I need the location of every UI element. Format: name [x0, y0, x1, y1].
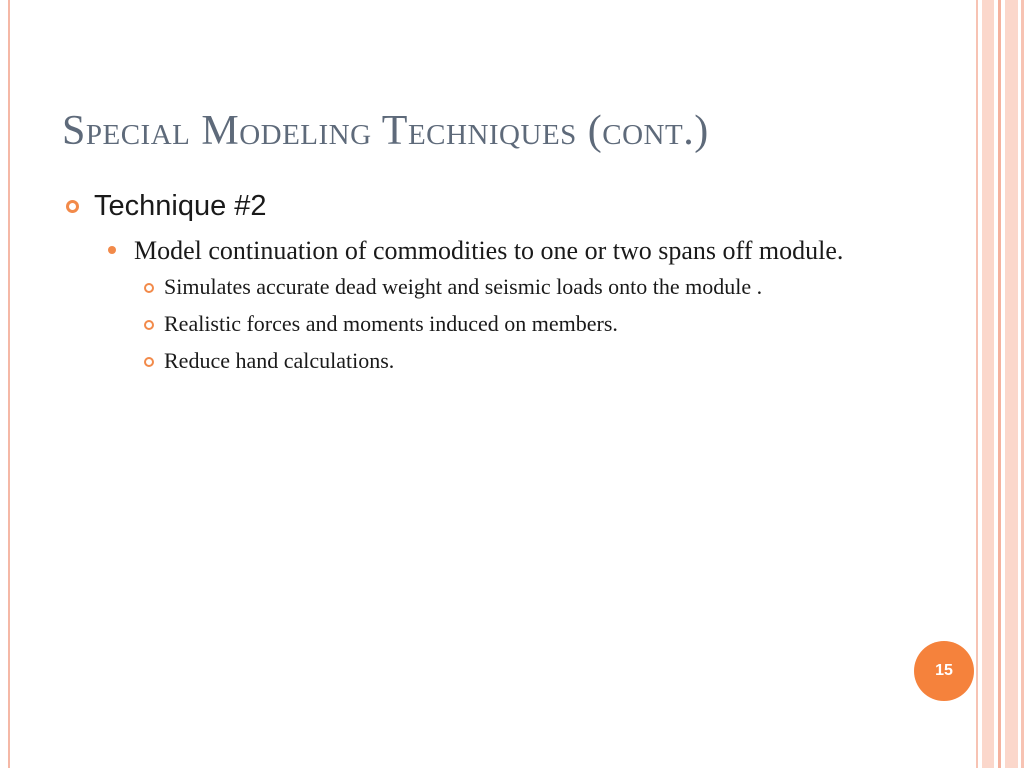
bullet-level3-item [142, 308, 882, 339]
bullet-level3-item [142, 345, 882, 376]
left-accent-line [8, 0, 10, 768]
page-number-badge: 15 [914, 641, 974, 701]
bullet-level1 [62, 186, 882, 226]
right-decorative-stripes [976, 0, 1024, 768]
ring-bullet-icon [144, 357, 154, 367]
ring-bullet-icon [144, 283, 154, 293]
bullet-level3-list [142, 271, 882, 376]
bullet-level2 [102, 232, 882, 269]
slide-title: Special Modeling Techniques (cont.) [62, 108, 709, 154]
ring-bullet-icon [66, 200, 79, 213]
bullet-level3-text: Simulates accurate dead weight and seismic loads onto the module . [164, 274, 763, 299]
stripe [1005, 0, 1018, 768]
bullet-level3-text: Realistic forces and moments induced on members. [164, 311, 618, 336]
dot-bullet-icon [108, 246, 116, 254]
stripe [982, 0, 994, 768]
slide-body [62, 186, 882, 382]
bullet-level1-text: Technique #2 [94, 190, 267, 222]
bullet-level2-text: Model continuation of commodities to one or two spans off module. [134, 236, 844, 265]
bullet-level3-item [142, 271, 882, 302]
bullet-level3-text: Reduce hand calculations. [164, 348, 395, 373]
stripe [976, 0, 978, 768]
ring-bullet-icon [144, 320, 154, 330]
stripe [998, 0, 1001, 768]
